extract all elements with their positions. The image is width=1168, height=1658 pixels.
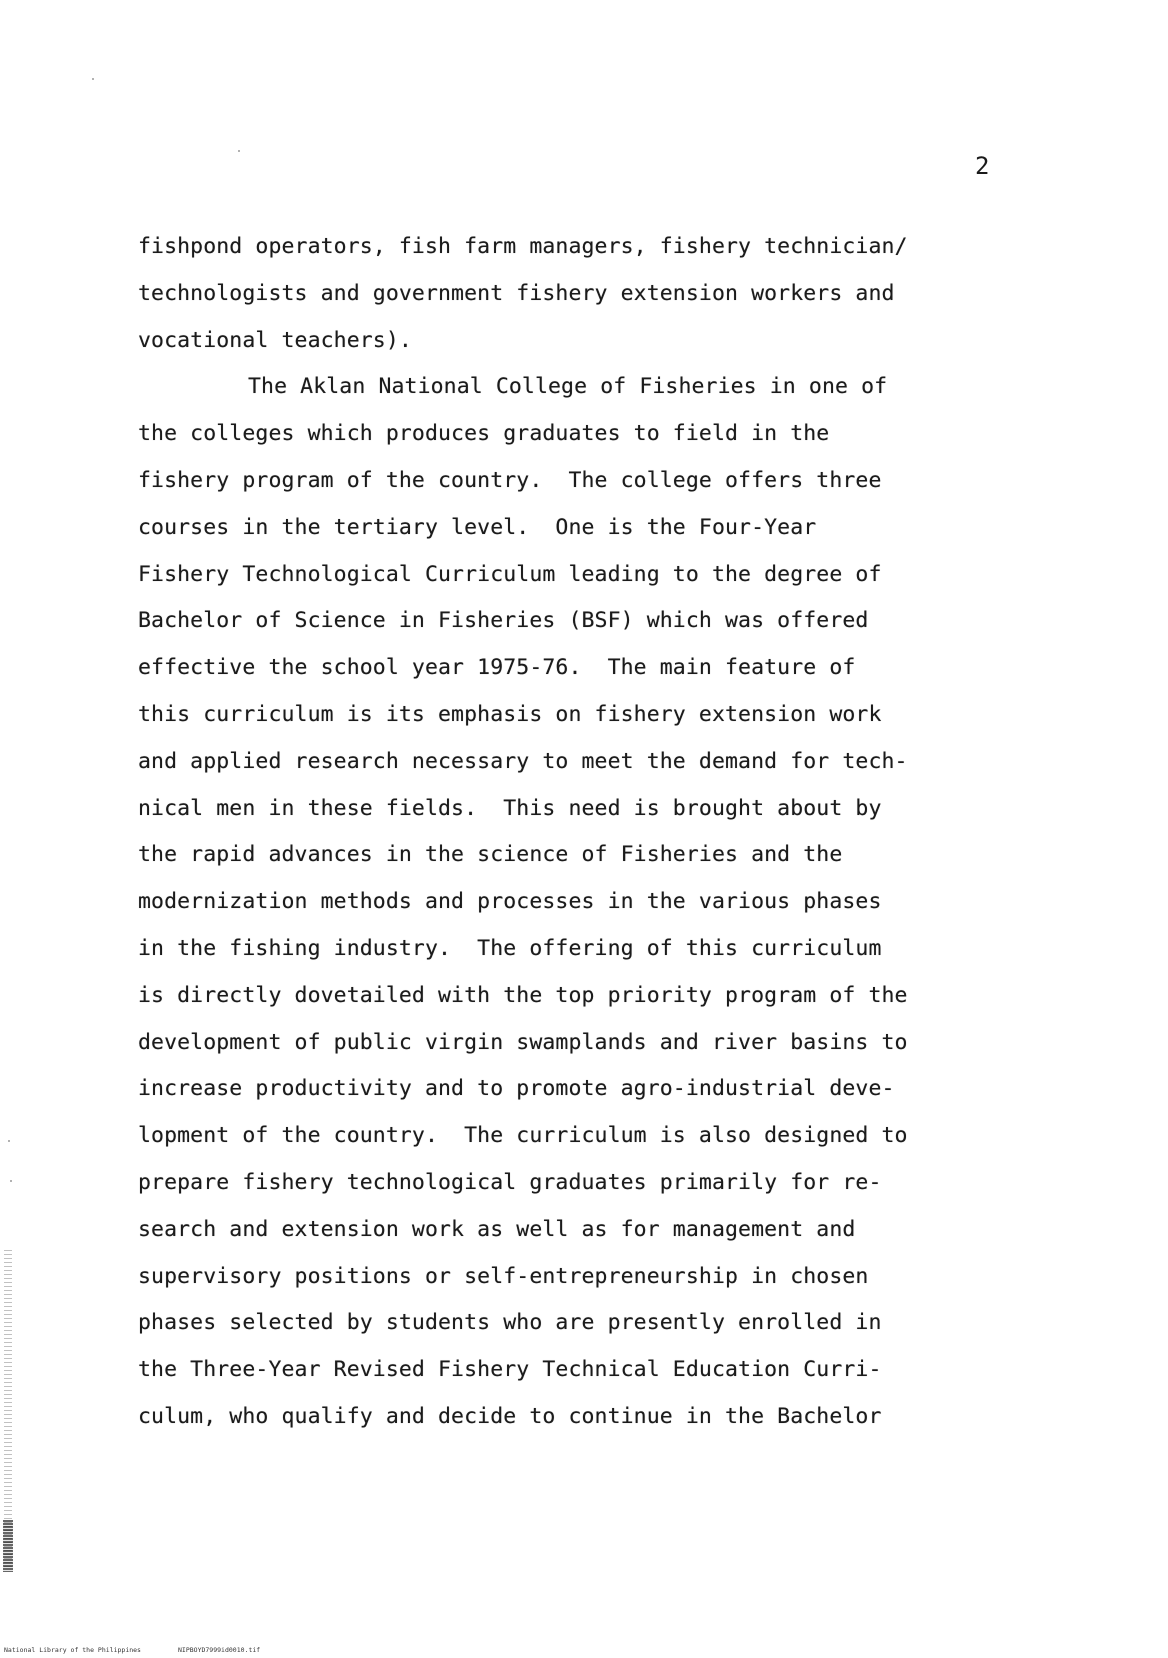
paragraph-start-line: The Aklan National College of Fisheries in one of — [248, 374, 888, 400]
text-line: Fishery Technological Curriculum leading to the degree of — [138, 561, 882, 587]
footer-file-label: NIPBOYD7999id0010.tif — [178, 1646, 261, 1654]
body-text — [138, 224, 1018, 1441]
text-line: prepare fishery technological graduates primarily for re- — [138, 1169, 882, 1195]
scan-speck — [8, 1140, 10, 1142]
footer-library-label: National Library of the Philippines — [4, 1646, 141, 1654]
text-line: search and extension work as well as for management and — [138, 1216, 856, 1242]
scan-speck — [92, 78, 94, 80]
text-line: and applied research necessary to meet the demand for tech- — [138, 748, 908, 774]
text-line: lopment of the country. The curriculum is also designed to — [138, 1123, 908, 1149]
text-line: courses in the tertiary level. One is the Four-Year — [138, 514, 817, 540]
text-line: fishery program of the country. The college offers three — [138, 467, 882, 493]
text-line: effective the school year 1975-76. The main feature of — [138, 655, 856, 681]
text-line: supervisory positions or self-entrepreneurship in chosen — [138, 1263, 869, 1289]
text-line: technologists and government fishery extension workers and — [138, 280, 895, 306]
text-line: development of public virgin swamplands and river basins to — [138, 1029, 908, 1055]
text-line: is directly dovetailed with the top priority program of the — [138, 982, 908, 1008]
text-line: modernization methods and processes in the various phases — [138, 889, 882, 915]
text-line: this curriculum is its emphasis on fishery extension work — [138, 701, 882, 727]
text-line: Bachelor of Science in Fisheries (BSF) which was offered — [138, 608, 869, 634]
text-line: in the fishing industry. The offering of this curriculum — [138, 935, 882, 961]
page-number: 2 — [975, 152, 990, 180]
text-line: the rapid advances in the science of Fisheries and the — [138, 842, 843, 868]
text-line: the colleges which produces graduates to field in the — [138, 421, 830, 447]
text-line: culum, who qualify and decide to continue in the Bachelor — [138, 1403, 882, 1429]
scan-speck — [10, 1180, 12, 1182]
text-line: vocational teachers). — [138, 327, 412, 353]
text-line: the Three-Year Revised Fishery Technical Education Curri- — [138, 1357, 882, 1383]
text-line: increase productivity and to promote agro-industrial deve- — [138, 1076, 895, 1102]
text-line: phases selected by students who are presently enrolled in — [138, 1310, 882, 1336]
scan-speck — [238, 150, 240, 152]
text-line: nical men in these fields. This need is brought about by — [138, 795, 882, 821]
text-line: fishpond operators, fish farm managers, fishery technician/ — [138, 234, 908, 259]
scan-edge-artifact-dark — [3, 1520, 13, 1572]
